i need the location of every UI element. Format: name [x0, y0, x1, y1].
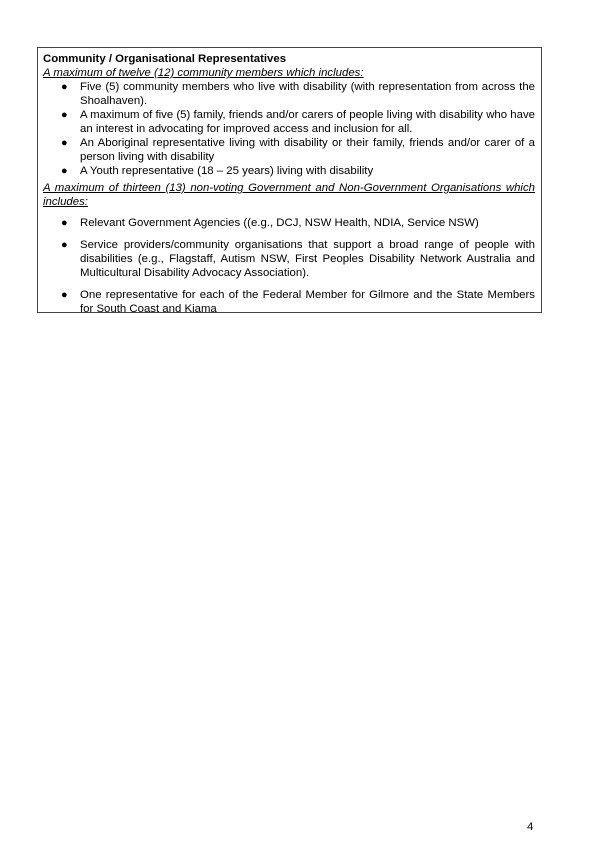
page-number: 4 [527, 821, 534, 833]
list-item: ● Five (5) community members who live with disability (with representation from across the Shoalhaven). [61, 81, 535, 107]
bullet-icon: ● [61, 217, 68, 229]
organisations-list [43, 216, 535, 316]
list-item: ● Service providers/community organisations that support a broad range of people with disabilities (e.g., Flagstaff, Autism NSW, First Peoples Disability Network Australia and Multicultural Disability Advocacy Association). [61, 239, 535, 279]
list-item: ● Relevant Government Agencies ((e.g., DCJ, NSW Health, NDIA, Service NSW) [61, 217, 479, 229]
section-title: Community / Organisational Representatives [43, 53, 287, 65]
community-members-list [43, 80, 535, 178]
bullet-icon: ● [61, 109, 68, 121]
list-item: ● A maximum of five (5) family, friends and/or carers of people living with disability who have an interest in advocating for improved access and inclusion for all. [61, 109, 535, 135]
bullet-icon: ● [61, 289, 68, 301]
organisations-heading: A maximum of thirteen (13) non-voting Government and Non-Government Organisations which includes: [43, 182, 535, 208]
bullet-icon: ● [61, 137, 68, 149]
bullet-icon: ● [61, 239, 68, 251]
community-members-heading: A maximum of twelve (12) community members which includes: [43, 67, 364, 79]
list-item: ● One representative for each of the Federal Member for Gilmore and the State Members for South Coast and Kiama [61, 289, 535, 315]
bullet-icon: ● [61, 165, 68, 177]
list-item: ● A Youth representative (18 – 25 years) living with disability [61, 165, 374, 177]
bullet-icon: ● [61, 81, 68, 93]
representatives-box [37, 47, 542, 313]
list-item: ● An Aboriginal representative living with disability or their family, friends and/or carer of a person living with disability [61, 137, 535, 163]
